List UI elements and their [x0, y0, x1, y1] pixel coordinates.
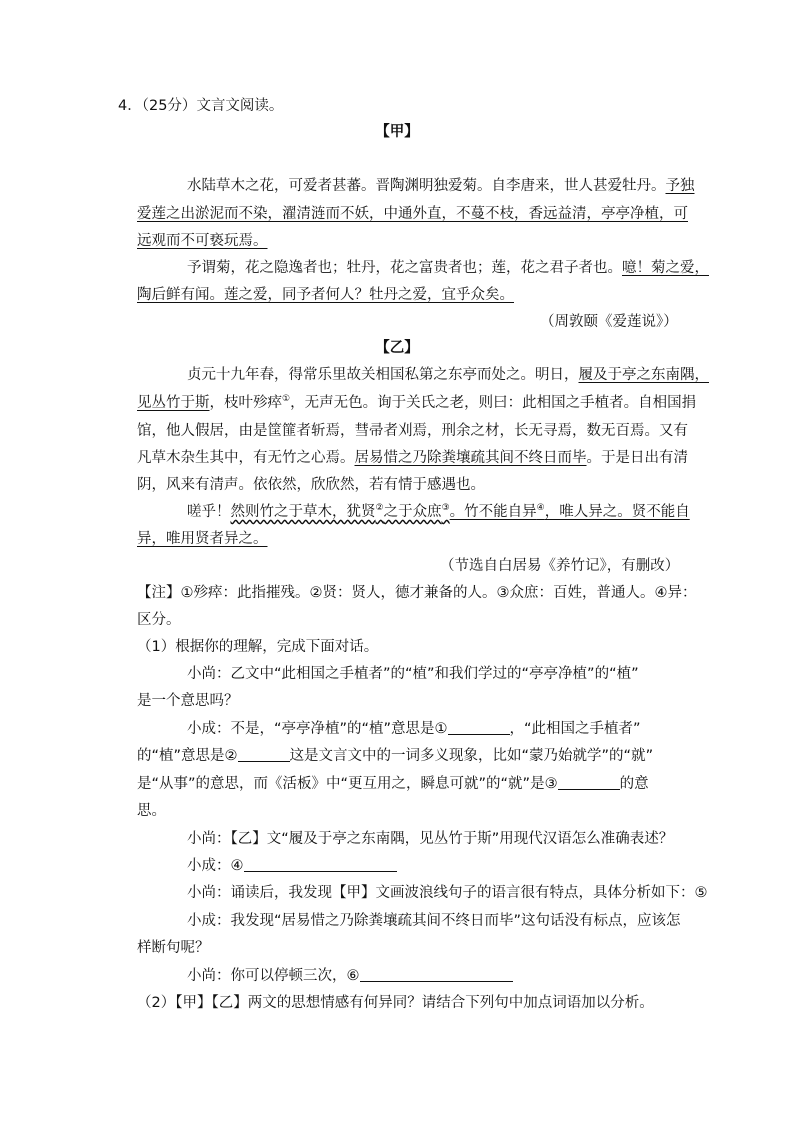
- dialogue-text: 的意: [619, 776, 649, 792]
- jia-p2-line1: [187, 258, 709, 278]
- dialogue-text: 小尚：你可以停顿三次，⑥: [187, 968, 360, 984]
- dialogue-4: [187, 856, 397, 876]
- yi-wavy-text: [231, 504, 450, 520]
- dialogue-2-line1: [187, 719, 641, 739]
- yi-p1-line1: [187, 365, 709, 385]
- dialogue-text: 的“植”意思是②: [137, 748, 238, 764]
- yi-text: 凡草木杂生其中，有无竹之心焉。: [137, 450, 355, 466]
- yi-text: ，枝叶殄瘁: [209, 395, 282, 411]
- yi-wavy-segment: 然则竹之于草木，犹贤: [230, 504, 376, 520]
- passage-jia-heading: 【甲】: [375, 124, 419, 140]
- question-title: 文言文阅读。: [196, 98, 284, 114]
- footnote-marker: ④: [536, 503, 545, 514]
- answer-blank-1[interactable]: [448, 719, 510, 735]
- yi-underlined-text: 见丛竹于斯: [137, 395, 210, 411]
- jia-p1-line3: [137, 231, 268, 251]
- yi-text: 嗟乎！: [187, 504, 231, 520]
- yi-text: 。于是日出有清: [586, 450, 688, 466]
- yi-underlined-segment: 。竹不能自异: [449, 504, 537, 520]
- yi-underlined-text: 居易惜之乃除粪壤疏其间不终日而毕: [354, 450, 587, 466]
- notes-line2: 区分。: [137, 612, 181, 628]
- jia-p1-line1: [187, 176, 695, 196]
- answer-blank-6[interactable]: [360, 966, 513, 982]
- yi-text: 贞元十九年春，得常乐里故关相国私第之东亭而处之。明日，: [187, 367, 579, 383]
- yi-p2-line1: [187, 502, 690, 522]
- dialogue-3: 小尚：【乙】文“履及于亭之东南隅，见丛竹于斯”用现代汉语怎么准确表述？: [187, 831, 674, 847]
- jia-source: （周敦颐《爱莲说》）: [540, 314, 678, 330]
- answer-blank-2[interactable]: [238, 746, 290, 762]
- question-header: [118, 96, 283, 116]
- yi-wavy-segment: 之于众庶: [383, 504, 442, 520]
- answer-blank-4[interactable]: [244, 856, 397, 872]
- dialogue-text: ，“此相国之手植者”: [509, 721, 641, 737]
- dialogue-text: 小成：④: [187, 858, 244, 874]
- notes-line1: 【注】①殄瘁：此指摧残。②贤：贤人，德才兼备的人。③众庶：百姓，普通人。④异：: [137, 585, 697, 601]
- dialogue-6-line1: 小成：我发现“居易惜之乃除粪壤疏其间不终日而毕”这句话没有标点，应该怎: [187, 913, 681, 929]
- jia-underlined-text: 陶后鲜有闻。莲之爱，同予者何人？牡丹之爱，宜乎众矣。: [137, 287, 514, 303]
- dialogue-2-line2: [137, 746, 653, 766]
- jia-underlined-text: 远观而不可亵玩焉。: [137, 233, 268, 249]
- dialogue-7: [187, 966, 513, 986]
- footnote-marker: ①: [282, 394, 291, 405]
- sub1-prompt: （1）根据你的理解，完成下面对话。: [137, 639, 379, 655]
- answer-blank-3[interactable]: [558, 774, 620, 790]
- yi-underlined-text: 履及于亭之东南隅，: [578, 367, 709, 383]
- yi-underlined-segment: ，唯人异之。贤不能自: [544, 504, 690, 520]
- yi-p1-line2: [137, 393, 696, 413]
- dialogue-1-line1: 小尚：乙文中“此相国之手植者”的“植”和我们学过的“亭亭净植”的“植”: [187, 666, 639, 682]
- yi-source: （节选自白居易《养竹记》，有删改）: [440, 558, 680, 574]
- yi-p1-line4: [137, 448, 688, 468]
- dialogue-6-line2: 样断句呢？: [137, 940, 210, 956]
- question-number: 4．: [118, 98, 142, 114]
- yi-p2-line2: [137, 529, 268, 549]
- passage-yi-heading: 【乙】: [375, 340, 419, 356]
- dialogue-5: 小尚：诵读后，我发现【甲】文画波浪线句子的语言很有特点，具体分析如下：⑤: [187, 885, 708, 901]
- question-points: （25分）: [141, 98, 197, 114]
- yi-underlined-text: [450, 504, 690, 520]
- dialogue-text: 是“从事”的意思，而《活板》中“更互用之，瞬息可就”的“就”是③: [137, 776, 558, 792]
- jia-text: 水陆草木之花，可爱者甚蕃。晋陶渊明独爱菊。自李唐来，世人甚爱牡丹。: [187, 178, 666, 194]
- dialogue-1-line2: 是一个意思吗？: [137, 693, 239, 709]
- dialogue-2-line4: 思。: [137, 803, 166, 819]
- jia-p1-line2: 爱莲之出淤泥而不染，濯清涟而不妖，中通外直，不蔓不枝，香远益清，亭亭净植，可: [137, 206, 688, 222]
- dialogue-2-line3: [137, 774, 649, 794]
- sub2-prompt: （2）【甲】【乙】两文的思想情感有何异同？请结合下列句中加点词语加以分析。: [137, 995, 654, 1011]
- yi-p1-line3: 馆，他人假居，由是筐篚者斩焉，彗帚者刈焉，刑余之材，长无寻焉，数无百焉。又有: [137, 423, 688, 439]
- dialogue-text: 小成：不是，“亭亭净植”的“植”意思是①: [187, 721, 448, 737]
- yi-p1-line5: 阴，风来有清声。依依然，欣欣然，若有情于感遇也。: [137, 477, 485, 493]
- jia-underlined-text: 予独: [665, 178, 695, 194]
- jia-underlined-text: 噫！菊之爱，: [622, 260, 709, 276]
- footnote-marker: ②: [375, 503, 384, 514]
- dialogue-text: 这是文言文中的一词多义现象，比如“蒙乃始就学”的“就”: [289, 748, 654, 764]
- yi-text: ，无声无色。询于关氏之老，则曰：此相国之手植者。自相国捐: [290, 395, 697, 411]
- footnote-marker: ③: [441, 503, 450, 514]
- yi-underlined-text: 异，唯用贤者异之。: [137, 531, 268, 547]
- jia-p2-line2: [137, 285, 514, 305]
- jia-text: 予谓菊，花之隐逸者也；牡丹，花之富贵者也；莲，花之君子者也。: [187, 260, 622, 276]
